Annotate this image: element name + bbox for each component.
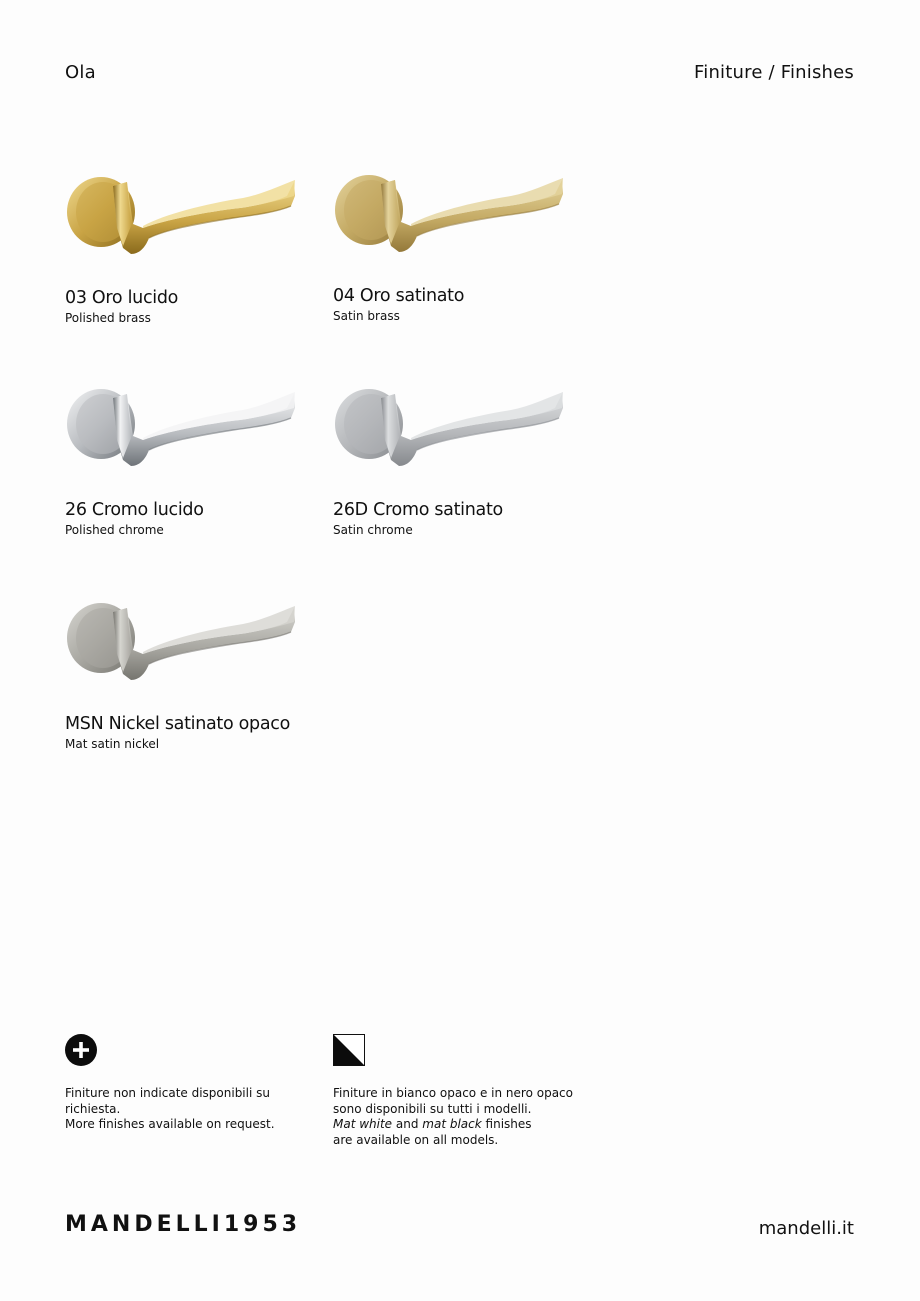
finish-item-nickel-satinato	[65, 594, 315, 751]
handle-image-polished-brass	[65, 168, 300, 258]
website-link[interactable]: mandelli.it	[758, 1218, 854, 1239]
finish-item-oro-lucido	[65, 168, 315, 325]
finish-name: 26D Cromo satinato	[333, 500, 503, 520]
finish-name: 04 Oro satinato	[333, 286, 465, 306]
italic-term: Mat white	[333, 1117, 393, 1131]
note-text	[333, 1086, 593, 1148]
note-bw-finishes	[333, 1034, 593, 1148]
note-more-finishes	[65, 1034, 325, 1133]
finish-subtitle: Satin brass	[333, 309, 400, 323]
note-fragment: finishes	[481, 1117, 532, 1131]
finish-item-cromo-lucido	[65, 380, 315, 537]
finish-subtitle: Polished chrome	[65, 523, 164, 537]
plus-circle-icon	[65, 1034, 97, 1066]
finish-item-oro-satinato	[333, 166, 583, 323]
note-line: Finiture in bianco opaco e in nero opaco	[333, 1086, 573, 1100]
section-title: Finiture / Finishes	[694, 62, 854, 83]
finish-name: MSN Nickel satinato opaco	[65, 714, 291, 734]
finish-name: 03 Oro lucido	[65, 288, 179, 308]
note-line: are available on all models.	[333, 1132, 499, 1147]
handle-image-satin-chrome	[333, 380, 568, 470]
note-line: sono disponibili su tutti i modelli.	[333, 1101, 532, 1116]
note-text	[65, 1086, 325, 1133]
handle-image-satin-brass	[333, 166, 568, 256]
model-name: Ola	[65, 62, 96, 83]
black-white-split-icon	[333, 1034, 365, 1066]
finish-subtitle: Mat satin nickel	[65, 737, 160, 751]
finish-item-cromo-satinato	[333, 380, 583, 537]
finish-name: 26 Cromo lucido	[65, 500, 204, 520]
note-line: Finiture non indicate disponibili su richiesta.	[65, 1086, 270, 1116]
handle-image-polished-chrome	[65, 380, 300, 470]
note-line: More finishes available on request.	[65, 1117, 275, 1131]
handle-image-mat-satin-nickel	[65, 594, 300, 684]
italic-term: mat black	[422, 1117, 482, 1131]
finish-subtitle: Polished brass	[65, 311, 151, 325]
note-line	[333, 1117, 593, 1133]
finish-subtitle: Satin chrome	[333, 523, 413, 537]
note-fragment: and	[392, 1117, 423, 1131]
brand-logo: MANDELLI1953	[65, 1212, 302, 1237]
